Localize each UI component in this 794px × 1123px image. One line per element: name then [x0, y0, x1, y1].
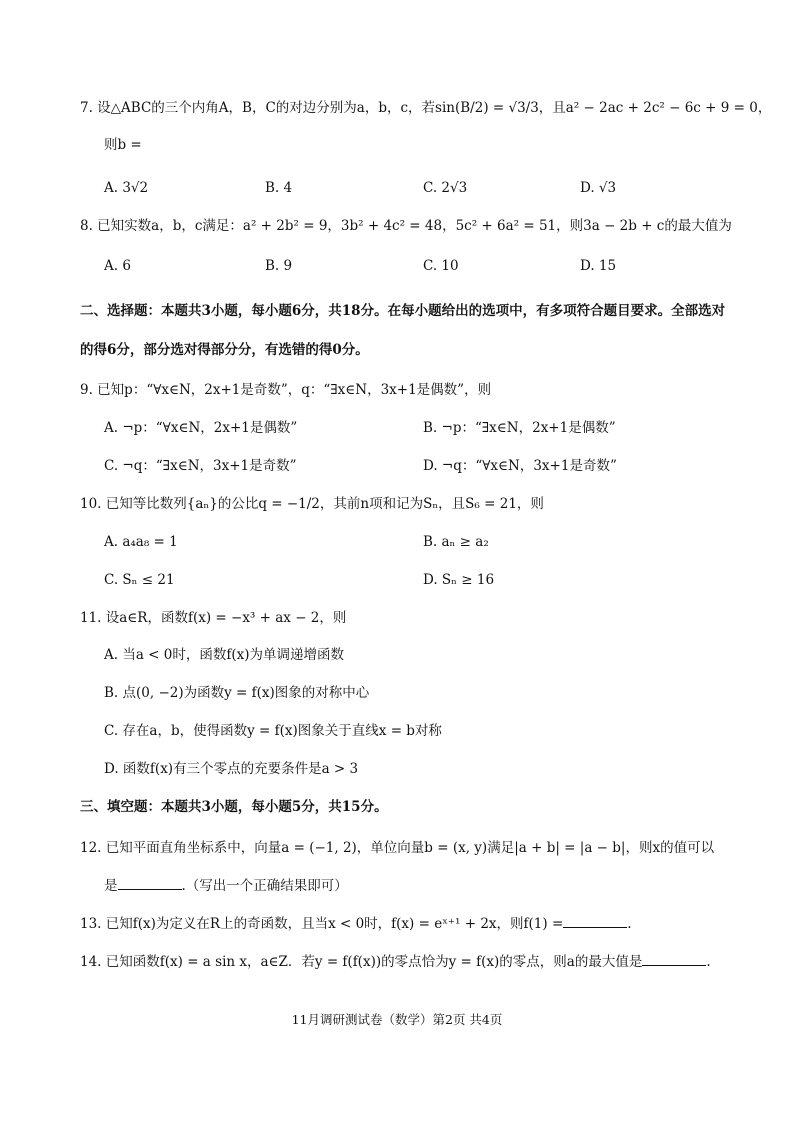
section-3-heading: 三、填空题：本题共3小题，每小题5分，共15分。 [80, 799, 388, 815]
q11-option-a: A. 当a < 0时，函数f(x)为单调递增函数 [104, 647, 345, 663]
q7-stem: 7. 设△ABC的三个内角A，B，C的对边分别为a，b，c，若sin(B/2) = √3/3，且a² − 2ac + 2c² − 6c + 9 = 0， [80, 100, 772, 116]
q10-option-d: D. Sₙ ≥ 16 [423, 572, 495, 588]
section-2-heading: 二、选择题：本题共3小题，每小题6分，共18分。在每小题给出的选项中，有多项符合题目要求。全部选对 [80, 303, 726, 319]
q14-answer-blank[interactable] [642, 951, 706, 966]
q11-stem: 11. 设a∈R，函数f(x) = −x³ + ax − 2，则 [80, 610, 347, 626]
q7-option-c: C. 2√3 [423, 180, 468, 196]
q14-stem [80, 951, 711, 972]
q8-option-a: A. 6 [104, 258, 131, 274]
q12-stem-cont [104, 875, 348, 896]
q8-stem: 8. 已知实数a，b，c满足：a² + 2b² = 9，3b² + 4c² = 48，5c² + 6a² = 51，则3a − 2b + c的最大值为 [80, 218, 732, 234]
q13-text: 13. 已知f(x)为定义在R上的奇函数，且当x < 0时，f(x) = eˣ⁺¹ + 2x，则f(1) = [80, 916, 564, 932]
q12-stem: 12. 已知平面直角坐标系中，向量a = (−1, 2)，单位向量b = (x, y)满足|a + b| = |a − b|，则x的值可以 [80, 840, 715, 856]
q7-option-a: A. 3√2 [104, 180, 149, 196]
q12-suffix: .（写出一个正确结果即可） [181, 878, 348, 894]
q7-option-b: B. 4 [265, 180, 293, 196]
q9-option-d: D. ¬q：“∀x∈N，3x+1是奇数” [423, 458, 617, 474]
q10-option-c: C. Sₙ ≤ 21 [104, 572, 175, 588]
q7-option-d: D. √3 [580, 180, 617, 196]
q9-option-c: C. ¬q：“∃x∈N，3x+1是奇数” [104, 458, 297, 474]
q13-stem [80, 913, 632, 934]
q8-option-b: B. 9 [265, 258, 293, 274]
q11-option-d: D. 函数f(x)有三个零点的充要条件是a > 3 [104, 761, 359, 777]
q8-option-d: D. 15 [580, 258, 617, 274]
q9-stem: 9. 已知p：“∀x∈N，2x+1是奇数”，q：“∃x∈N，3x+1是偶数”，则 [80, 382, 492, 398]
q13-suffix: . [627, 916, 632, 932]
q10-stem: 10. 已知等比数列{aₙ}的公比q = −1/2，其前n项和记为Sₙ，且S₆ = 21，则 [80, 496, 544, 512]
q9-option-b: B. ¬p：“∃x∈N，2x+1是偶数” [423, 420, 616, 436]
q10-option-a: A. a₄a₈ = 1 [104, 534, 178, 550]
q11-option-c: C. 存在a，b，使得函数y = f(x)图象关于直线x = b对称 [104, 723, 442, 739]
section-2-heading-cont: 的得6分，部分选对得部分分，有选错的得0分。 [80, 342, 369, 358]
page-footer: 11月调研测试卷（数学）第2页 共4页 [291, 1012, 503, 1027]
q12-prefix: 是 [104, 878, 118, 894]
q7-stem-cont: 则b = [104, 137, 142, 153]
q13-answer-blank[interactable] [563, 913, 627, 928]
q14-text: 14. 已知函数f(x) = a sin x，a∈Z．若y = f(f(x))的零点恰为y = f(x)的零点，则a的最大值是 [80, 954, 643, 970]
q11-option-b: B. 点(0, −2)为函数y = f(x)图象的对称中心 [104, 685, 370, 701]
q9-option-a: A. ¬p：“∀x∈N，2x+1是偶数” [104, 420, 298, 436]
q12-answer-blank[interactable] [118, 875, 182, 890]
q14-suffix: . [706, 954, 711, 970]
q10-option-b: B. aₙ ≥ a₂ [423, 534, 489, 550]
q8-option-c: C. 10 [423, 258, 459, 274]
